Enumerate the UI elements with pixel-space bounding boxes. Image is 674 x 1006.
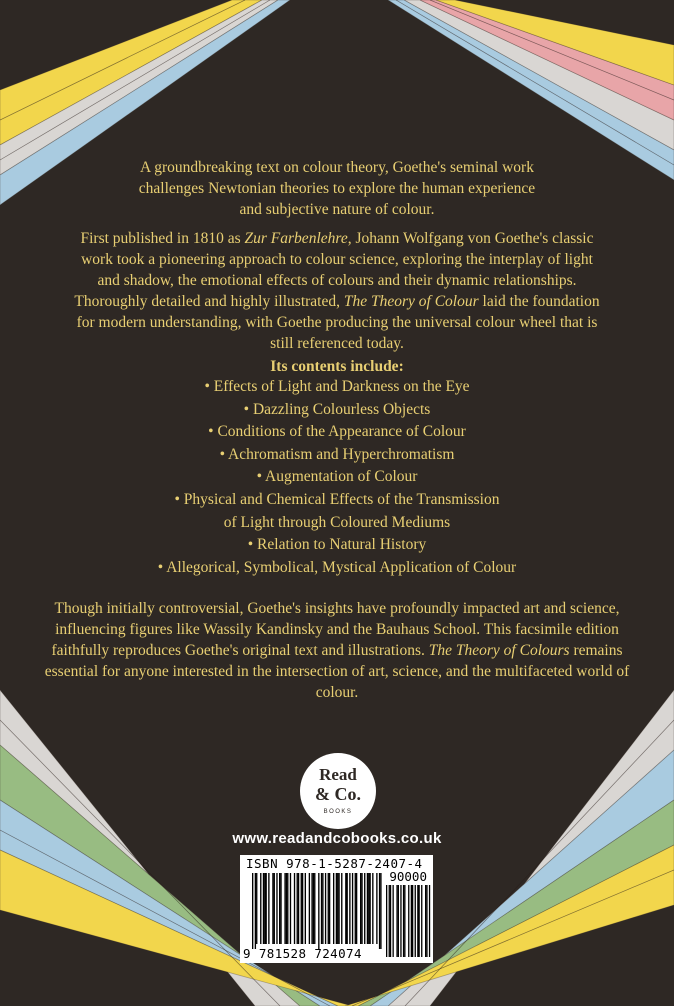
closing-part2: remains essential for anyone interested in the intersection of art, science, and the multifaceted world of colour. [44, 642, 630, 701]
barcode-bar [367, 873, 368, 944]
barcode-bar [287, 873, 288, 944]
barcode-bar [336, 873, 337, 944]
history-paragraph [0, 228, 674, 354]
barcode-bar [286, 873, 287, 944]
publisher-website: www.readandcobooks.co.uk [232, 830, 442, 847]
logo-line-read: Read [319, 765, 357, 784]
barcode-bar [256, 873, 257, 944]
barcode-bar [301, 873, 302, 944]
price-addon: 90000 [389, 869, 427, 884]
barcode-bar [379, 873, 380, 949]
barcode-bar [368, 873, 369, 944]
addon-bar [400, 885, 401, 957]
addon-bar [429, 885, 430, 957]
barcode-bar [302, 873, 303, 944]
addon-bar [412, 885, 413, 957]
addon-bar [415, 885, 416, 957]
barcode-bar [318, 873, 319, 949]
addon-bar [419, 885, 420, 957]
closing-text [37, 598, 637, 703]
barcode-bar [298, 873, 299, 944]
addon-bar [403, 885, 404, 957]
barcode-digits: 9 781528 724074 [243, 946, 362, 961]
barcode-bar [369, 873, 370, 944]
barcode-bar [349, 873, 350, 944]
contents-item: • Physical and Chemical Effects of the Transmission [174, 490, 500, 508]
addon-bar [417, 885, 418, 957]
barcode-bar [264, 873, 265, 944]
barcode [240, 855, 433, 963]
closing-part1: Though initially controversial, Goethe's insights have profoundly impacted art and science, influencing figures like Wassily Kandinsky and the Bauhaus School. This facsimile edition faithfully reproduces Goethe's original text and illustrations. [51, 600, 620, 659]
addon-bar [398, 885, 399, 957]
barcode-bar [252, 873, 253, 949]
addon-bar [408, 885, 409, 957]
barcode-bar [266, 873, 267, 944]
barcode-bar [328, 873, 329, 944]
history-text [72, 228, 602, 354]
barcode-bar [325, 873, 326, 944]
addon-bar [396, 885, 397, 957]
barcode-bar [255, 873, 256, 949]
barcode-bar [279, 873, 280, 944]
barcode-bar [372, 873, 373, 944]
history-part1: First published in 1810 as [80, 230, 245, 247]
contents-item: • Relation to Natural History [247, 536, 427, 554]
barcode-bar [313, 873, 314, 944]
contents-item: • Achromatism and Hyperchromatism [219, 445, 455, 463]
barcode-bar [360, 873, 361, 944]
addon-bar [390, 885, 391, 957]
barcode-bar [268, 873, 269, 944]
contents-item: of Light through Coloured Mediums [223, 513, 451, 531]
barcode-bar [297, 873, 298, 944]
logo-line-co: & Co. [315, 784, 361, 804]
contents-item: • Conditions of the Appearance of Colour [208, 423, 466, 441]
closing-title: The Theory of Colours [428, 642, 570, 659]
barcode-bar [305, 873, 306, 944]
addon-bar [411, 885, 412, 957]
barcode-bar [333, 873, 334, 944]
addon-bar [426, 885, 427, 957]
addon-bar [421, 885, 422, 957]
addon-bar [386, 885, 387, 957]
logo-line-books: BOOKS [323, 809, 353, 815]
addon-bar [425, 885, 426, 957]
history-title1: Zur Farbenlehre [244, 230, 348, 247]
barcode-bar [272, 873, 273, 944]
barcode-bar [314, 873, 315, 944]
barcode-bar [290, 873, 291, 944]
isbn-number: ISBN 978-1-5287-2407-4 [246, 856, 423, 871]
barcode-bar [309, 873, 310, 944]
publisher-logo [300, 753, 376, 829]
barcode-bar [338, 873, 339, 944]
barcode-bar [274, 873, 275, 944]
barcode-bar [361, 873, 362, 944]
intro-text: A groundbreaking text on colour theory, Goethe's seminal work challenges Newtonian theories to explore the human experience and subjective nature of colour. [138, 159, 536, 218]
contents-heading: Its contents include: [270, 358, 404, 375]
contents-list [0, 376, 674, 579]
barcode-bar [284, 873, 285, 944]
barcode-bar [311, 873, 312, 944]
barcode-bar [380, 873, 381, 949]
barcode-bar [321, 873, 322, 944]
barcode-bar [337, 873, 338, 944]
barcode-bar [356, 873, 357, 944]
barcode-bar [329, 873, 330, 944]
addon-bar [393, 885, 394, 957]
contents-item: • Allegorical, Symbolical, Mystical Application of Colour [157, 558, 517, 576]
barcode-bar [345, 873, 346, 944]
barcode-bar [355, 873, 356, 944]
closing-paragraph [0, 598, 674, 703]
contents-item: • Effects of Light and Darkness on the Eye [204, 378, 470, 395]
barcode-bar [341, 873, 342, 944]
barcode-bar [294, 873, 295, 944]
history-title2: The Theory of Colour [343, 293, 479, 310]
barcode-bar [376, 873, 377, 944]
contents-item: • Augmentation of Colour [256, 468, 418, 486]
barcode-bar [364, 873, 365, 944]
barcode-bar [347, 873, 348, 944]
barcode-bar [260, 873, 261, 944]
barcode-bar [352, 873, 353, 944]
addon-bar [389, 885, 390, 957]
barcode-bar [322, 873, 323, 944]
intro-paragraph [0, 157, 674, 220]
barcode-bar [280, 873, 281, 944]
contents-item: • Dazzling Colourless Objects [243, 400, 431, 418]
barcode-bar [263, 873, 264, 944]
barcode-bar [276, 873, 277, 944]
history-part2: , Johann Wolfgang von Goethe's classic work took a pioneering approach to colour science, exploring the interplay of light and shadow, the emotional effects of colours and their dynamic relationships. Thoroughly detailed and highly illustrated, [74, 230, 594, 310]
history-part3: laid the foundation for modern understanding, with Goethe producing the universal colour wheel that is still referenced today. [76, 293, 600, 352]
addon-bar [404, 885, 405, 957]
